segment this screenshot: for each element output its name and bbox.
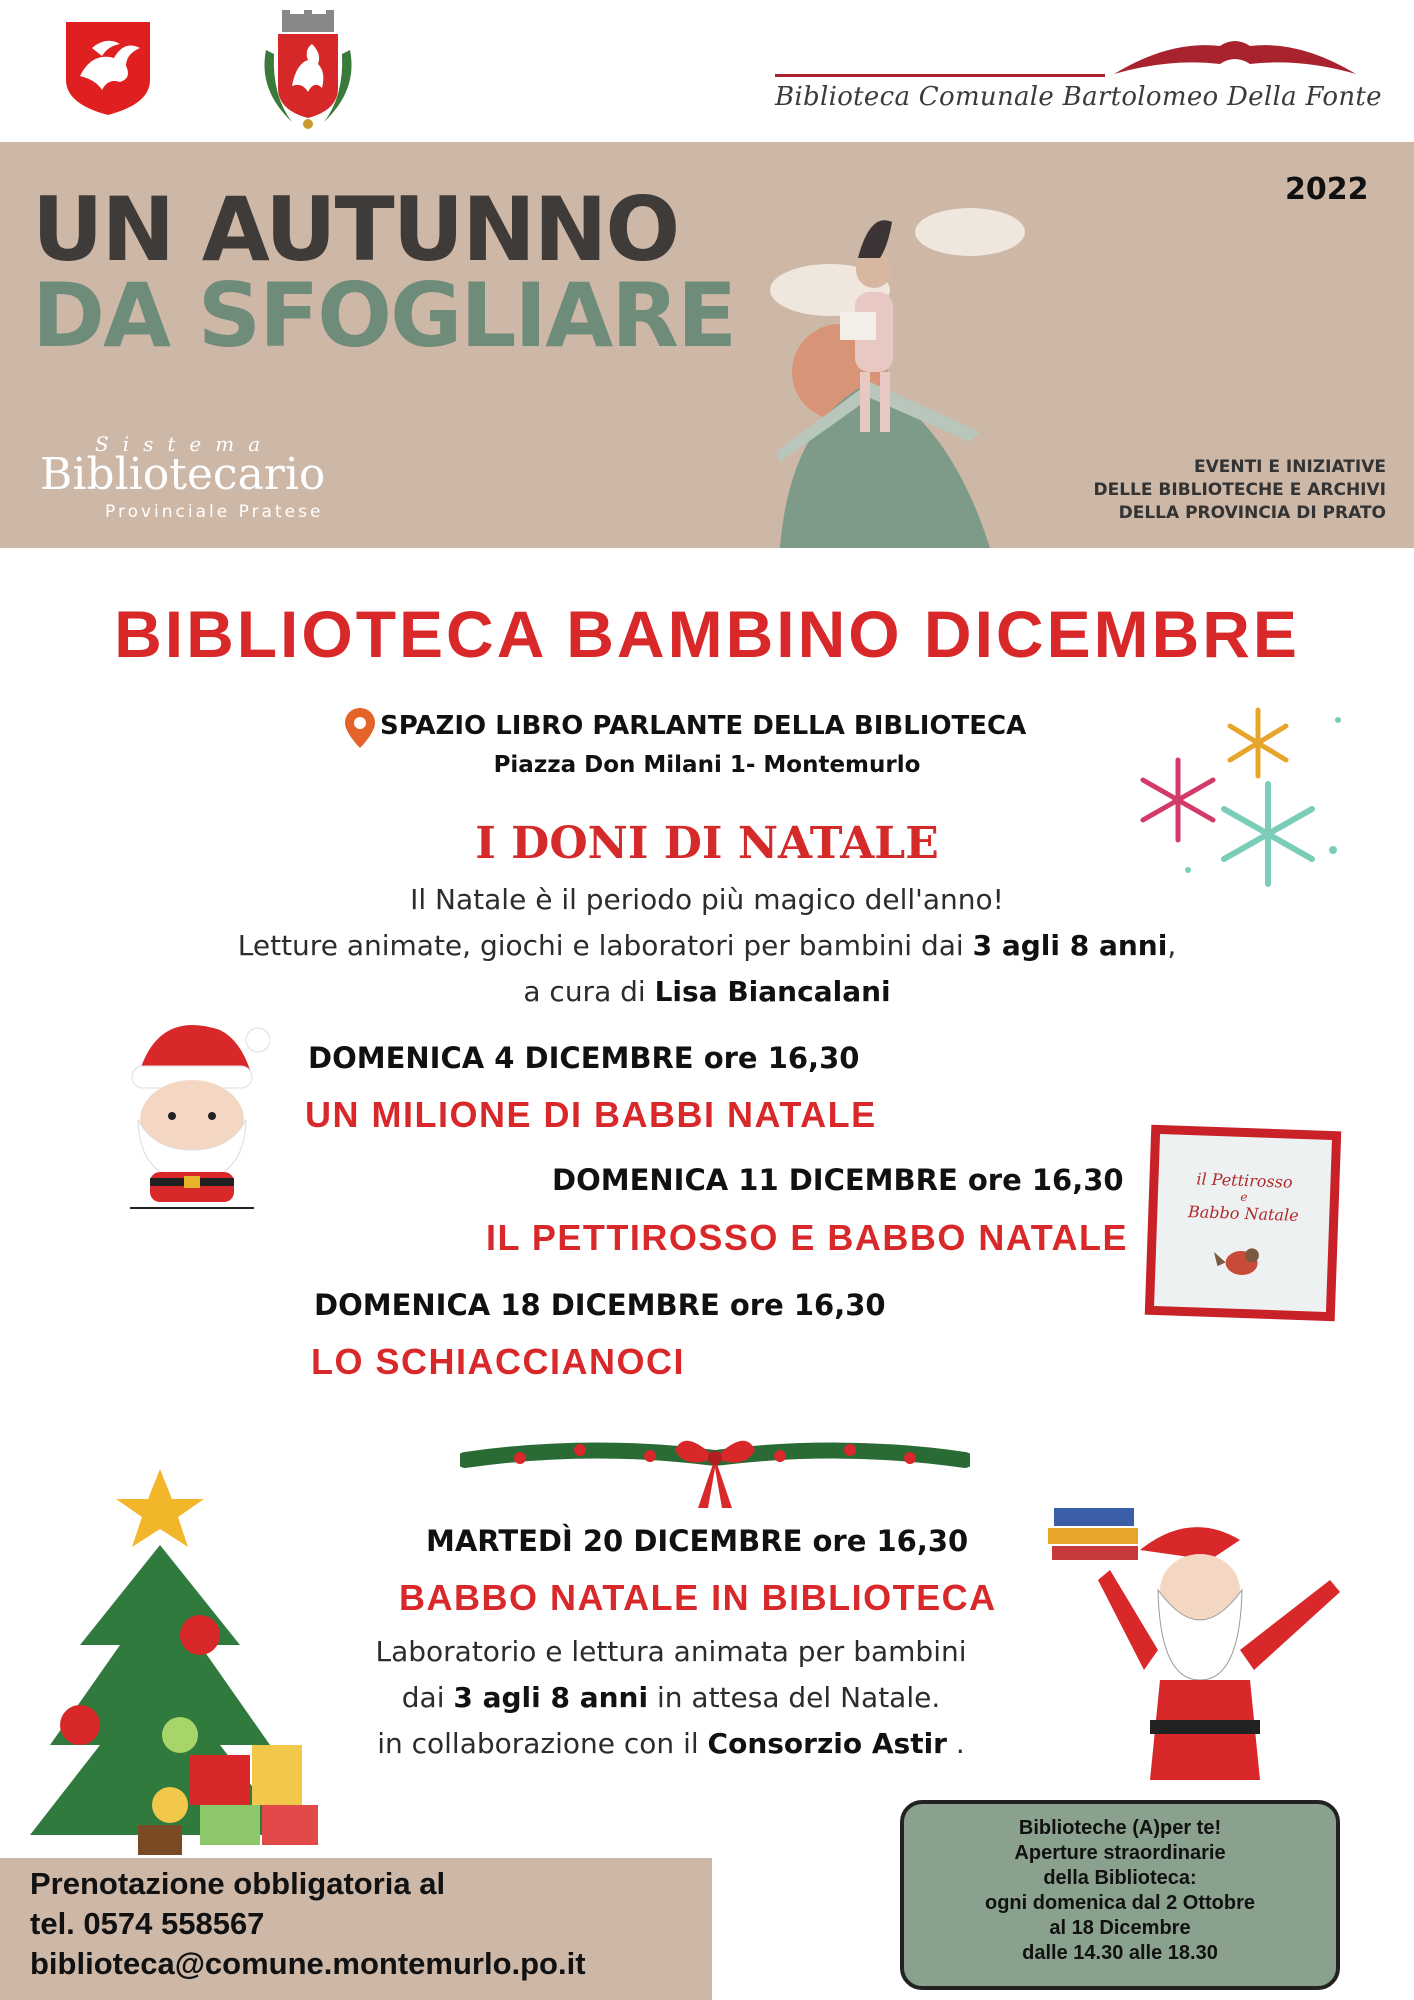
desc-age-range: 3 agli 8 anni	[972, 929, 1168, 962]
snowflake-icon	[1128, 700, 1358, 900]
banner	[0, 142, 1414, 548]
open-book-icon	[1110, 34, 1360, 80]
desc-line2-end: ,	[1167, 929, 1177, 962]
main-title: BIBLIOTECA BAMBINO DICEMBRE	[114, 597, 1300, 671]
opening-line4: ogni domenica dal 2 Ottobre	[984, 1892, 1256, 1914]
event-2-title: IL PETTIROSSO E BABBO NATALE	[486, 1217, 1129, 1258]
event-3-date: DOMENICA 18 DICEMBRE ore 16,30	[314, 1288, 886, 1322]
tuscany-crest-icon	[62, 18, 154, 118]
special-line2-end: in attesa del Natale.	[648, 1681, 941, 1714]
special-title: BABBO NATALE IN BIBLIOTECA	[399, 1577, 997, 1618]
banner-title-line2: DA SFOGLIARE	[32, 264, 736, 367]
venue: SPAZIO LIBRO PARLANTE DELLA BIBLIOTECA	[380, 711, 1027, 741]
booking-line1: Prenotazione obbligatoria al	[30, 1866, 446, 1901]
santa-icon	[110, 1010, 270, 1220]
special-line3-text: in collaborazione con il	[377, 1727, 708, 1760]
banner-title-line1: UN AUTUNNO	[32, 178, 679, 281]
event-1-date: DOMENICA 4 DICEMBRE ore 16,30	[308, 1041, 860, 1075]
reading-girl-illustration	[720, 172, 1080, 548]
banner-events	[1093, 456, 1386, 525]
desc-line3	[0, 975, 1414, 1008]
event-3-title: LO SCHIACCIANOCI	[311, 1341, 685, 1382]
special-line1: Laboratorio e lettura animata per bambini	[375, 1635, 967, 1668]
desc-line3-text: a cura di	[523, 975, 655, 1008]
opening-line2: Aperture straordinarie	[1014, 1842, 1226, 1864]
address: Piazza Don Milani 1- Montemurlo	[493, 752, 921, 778]
events-line3: DELLA PROVINCIA DI PRATO	[1118, 503, 1386, 523]
opening-line6: dalle 14.30 alle 18.30	[1022, 1942, 1218, 1964]
booking-phone[interactable]: tel. 0574 558567	[30, 1906, 265, 1941]
special-date: MARTEDÌ 20 DICEMBRE ore 16,30	[426, 1524, 969, 1558]
desc-line2	[0, 929, 1414, 962]
events-line2: DELLE BIBLIOTECHE E ARCHIVI	[1093, 480, 1386, 500]
logo-sistema: Sistema	[95, 432, 275, 456]
special-line2-text: dai	[401, 1681, 454, 1714]
desc-line1: Il Natale è il periodo più magico dell'anno!	[410, 883, 1004, 916]
special-line3-end: .	[946, 1727, 965, 1760]
event-1-title: UN MILIONE DI BABBI NATALE	[305, 1094, 877, 1135]
logo-provinciale: Provinciale Pratese	[105, 502, 324, 522]
montemurlo-crest-icon	[252, 10, 364, 140]
section-title: I DONI DI NATALE	[475, 818, 939, 869]
logo-bibliotecario: Bibliotecario	[40, 449, 326, 500]
book-cover	[1145, 1125, 1342, 1322]
opening-line3: della Biblioteca:	[1043, 1867, 1197, 1889]
special-partner: Consorzio Astir	[707, 1727, 947, 1760]
book-title-line1: il Pettirosso	[1196, 1169, 1293, 1192]
special-age-range: 3 agli 8 anni	[453, 1681, 649, 1714]
holly-garland-icon	[460, 1428, 970, 1512]
desc-line2-text: Letture animate, giochi e laboratori per bambini dai	[237, 929, 973, 962]
map-pin-icon	[345, 708, 375, 748]
christmas-tree-icon	[20, 1455, 370, 1855]
desc-curator: Lisa Biancalani	[654, 975, 891, 1008]
event-2-date: DOMENICA 11 DICEMBRE ore 16,30	[552, 1163, 1124, 1197]
opening-line1: Biblioteche (A)per te!	[1018, 1817, 1222, 1839]
library-name: Biblioteca Comunale Bartolomeo Della Fonte	[775, 82, 1382, 112]
banner-year: 2022	[1285, 172, 1369, 207]
opening-hours-box	[900, 1800, 1340, 1990]
opening-line5: al 18 Dicembre	[1049, 1917, 1191, 1939]
book-title-line3: Babbo Natale	[1187, 1202, 1299, 1225]
book-cover-art	[1154, 1134, 1332, 1312]
events-line1: EVENTI E INIZIATIVE	[1193, 457, 1386, 477]
booking-email[interactable]: biblioteca@comune.montemurlo.po.it	[30, 1946, 586, 1981]
robin-icon	[1211, 1240, 1272, 1282]
book-title-line2: e	[1240, 1189, 1248, 1205]
santa-with-books-icon	[1040, 1500, 1370, 1800]
library-rule	[775, 74, 1105, 77]
